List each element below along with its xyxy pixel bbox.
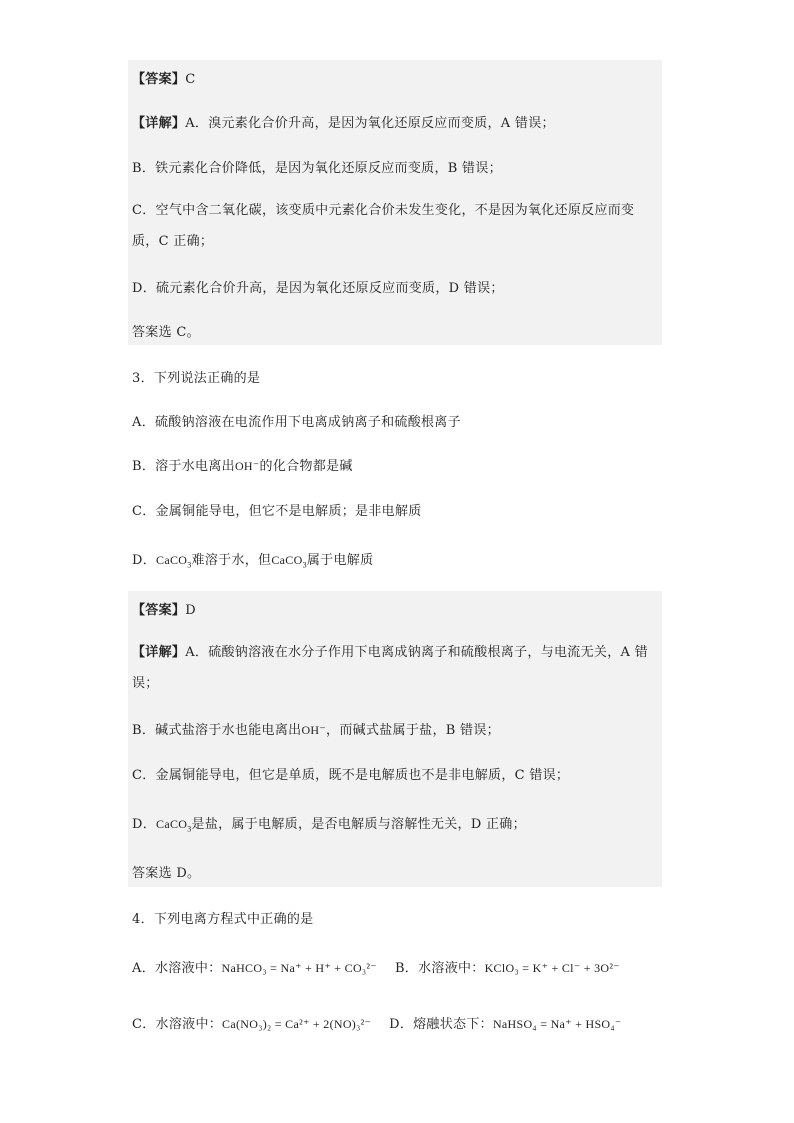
detail-line-b: B．铁元素化合价降低，是因为氧化还原反应而变质，B 错误； xyxy=(132,161,502,176)
detail2-line-d xyxy=(132,813,526,832)
option-b-prefix: B．溶于水电离出 xyxy=(132,459,235,474)
equation-d: NaHSO₄ = Na⁺ + HSO₄⁻ xyxy=(492,1017,622,1031)
detail-a-text: A．溴元素化合价升高，是因为氧化还原反应而变质，A 错误； xyxy=(185,116,555,131)
detail2-d-prefix: D． xyxy=(132,817,157,832)
answer-block-2 xyxy=(128,591,662,887)
option-d-prefix-4: D．熔融状态下： xyxy=(389,1017,493,1032)
caco3-formula-3 xyxy=(156,817,192,834)
option-b-prefix-4: B．水溶液中： xyxy=(394,961,485,976)
answer-value-2: D xyxy=(185,603,196,618)
equation-a: NaHCO₃ = Na⁺ + H⁺ + CO₃²⁻ xyxy=(221,961,377,975)
option-b-suffix: 的化合物都是碱 xyxy=(259,459,353,474)
option-a-prefix: A．水溶液中： xyxy=(132,961,222,976)
question-3-option-d xyxy=(132,549,373,568)
oh-ion-formula-2: OH⁻ xyxy=(301,723,327,737)
question-4-row-ab xyxy=(132,957,620,976)
detail-label-2: 【详解】 xyxy=(132,645,186,660)
option-c-prefix: C．水溶液中： xyxy=(132,1017,223,1032)
detail2-b-suffix: ，而碱式盐属于盐，B 错误； xyxy=(326,723,500,738)
answer-line-2 xyxy=(132,599,196,618)
caco3-subscript: 3 xyxy=(187,560,192,570)
option-d-prefix: D． xyxy=(132,553,157,568)
caco3-base: CaCO xyxy=(156,553,188,567)
answer-line-1 xyxy=(132,68,195,87)
caco3-subscript-3: 3 xyxy=(187,824,192,834)
caco3-subscript-2: 3 xyxy=(302,560,307,570)
equation-b: KClO₃ = K⁺ + Cl⁻ + 3O²⁻ xyxy=(484,961,620,975)
question-4-row-cd xyxy=(132,1013,622,1032)
equation-c: Ca(NO₃)₂ = Ca²⁺ + 2(NO)₃²⁻ xyxy=(222,1017,372,1031)
answer-label: 【答案】 xyxy=(132,72,186,87)
answer-value: C xyxy=(185,72,196,87)
caco3-base-2: CaCO xyxy=(271,553,303,567)
detail2-b-prefix: B．碱式盐溶于水也能电离出 xyxy=(132,723,302,738)
question-3-option-a: A．硫酸钠溶液在电流作用下电离成钠离子和硫酸根离子 xyxy=(132,415,461,430)
question-4-stem: 4．下列电离方程式中正确的是 xyxy=(132,912,314,927)
detail-label: 【详解】 xyxy=(132,116,186,131)
detail-line-c: C．空气中含二氧化碳，该变质中元素化合价未发生变化，不是因为氧化还原反应而变质，C 正确； xyxy=(132,203,635,249)
question-3-option-c: C．金属铜能导电，但它不是电解质；是非电解质 xyxy=(132,504,422,519)
conclusion-2: 答案选 D。 xyxy=(132,866,201,881)
detail2-line-a xyxy=(132,637,660,699)
conclusion-1: 答案选 C。 xyxy=(132,325,200,340)
detail-line-d: D．硫元素化合价升高，是因为氧化还原反应而变质，D 错误； xyxy=(132,281,504,296)
answer-label-2: 【答案】 xyxy=(132,603,186,618)
option-d-middle: 难溶于水，但 xyxy=(191,553,272,568)
detail2-a-text: A．硫酸钠溶液在水分子作用下电离成钠离子和硫酸根离子，与电流无关，A 错误； xyxy=(132,645,648,691)
question-3-stem: 3．下列说法正确的是 xyxy=(132,371,261,386)
question-3-option-b xyxy=(132,455,353,474)
caco3-base-3: CaCO xyxy=(156,817,188,831)
detail-line-a xyxy=(132,112,555,131)
oh-ion-formula: OH⁻ xyxy=(234,459,260,473)
option-d-suffix: 属于电解质 xyxy=(306,553,374,568)
detail2-line-c: C．金属铜能导电，但它是单质，既不是电解质也不是非电解质，C 错误； xyxy=(132,768,570,783)
detail2-line-b xyxy=(132,719,500,738)
detail2-d-suffix: 是盐，属于电解质，是否电解质与溶解性无关，D 正确； xyxy=(191,817,526,832)
caco3-formula xyxy=(156,553,192,570)
caco3-formula-2 xyxy=(271,553,307,570)
